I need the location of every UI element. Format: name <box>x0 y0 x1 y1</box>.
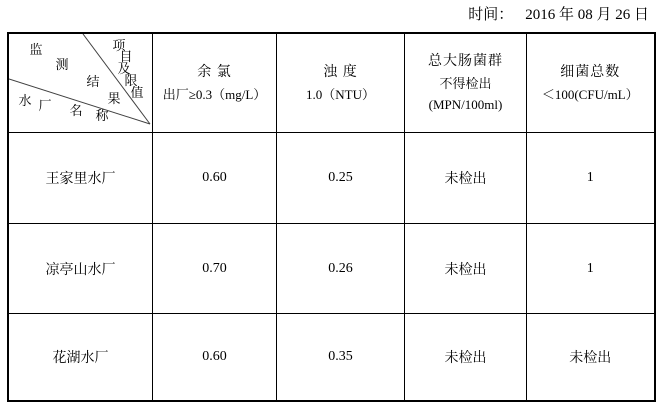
cell-bacteria: 1 <box>527 133 655 224</box>
diag-label-monitor-result-char: 测 <box>55 57 69 72</box>
cell-bacteria: 1 <box>527 224 655 314</box>
cell-chlorine: 0.60 <box>153 133 277 224</box>
col-header-coliform-limit: 不得检出 <box>439 76 492 91</box>
diag-label-plant-name-char: 名 <box>69 103 83 118</box>
diag-label-monitor-result-char: 果 <box>107 91 121 106</box>
cell-bacteria: 未检出 <box>527 314 655 402</box>
report-time-value: 2016 年 08 月 26 日 <box>525 7 649 23</box>
cell-plant-name: 凉亭山水厂 <box>8 224 153 314</box>
cell-coliform: 未检出 <box>405 224 527 314</box>
report-time <box>468 5 649 25</box>
cell-turbidity: 0.35 <box>277 314 405 402</box>
diag-label-plant-name-char: 厂 <box>38 98 52 113</box>
col-header-chlorine <box>153 33 277 133</box>
table-header-row <box>8 33 655 133</box>
cell-turbidity: 0.25 <box>277 133 405 224</box>
col-header-turbidity <box>277 33 405 133</box>
diag-label-monitor-result-char: 结 <box>86 74 100 89</box>
col-header-bacteria-title: 细菌总数 <box>560 64 621 80</box>
cell-coliform: 未检出 <box>405 314 527 402</box>
cell-chlorine: 0.70 <box>153 224 277 314</box>
table-row <box>8 224 655 314</box>
diag-label-project-limit-char: 及 <box>117 61 131 76</box>
col-header-coliform-title: 总大肠菌群 <box>428 54 503 69</box>
table-row <box>8 133 655 224</box>
cell-plant-name: 王家里水厂 <box>8 133 153 224</box>
col-header-coliform-unit: (MPN/100ml) <box>428 97 503 112</box>
diag-label-plant-name-char: 水 <box>18 93 32 108</box>
cell-turbidity: 0.26 <box>277 224 405 314</box>
water-quality-table <box>7 32 656 402</box>
cell-plant-name: 花湖水厂 <box>8 314 153 402</box>
table-row <box>8 314 655 402</box>
diag-label-plant-name-char: 称 <box>95 108 109 123</box>
col-header-turbidity-limit: 1.0（NTU） <box>306 86 375 102</box>
cell-coliform: 未检出 <box>405 133 527 224</box>
col-header-coliform <box>405 33 527 133</box>
diagonal-header-cell <box>8 33 153 133</box>
col-header-turbidity-title: 浊 度 <box>323 64 358 80</box>
diag-label-project-limit-char: 项 <box>112 38 126 53</box>
diag-label-project-limit-char: 限 <box>124 73 138 88</box>
cell-chlorine: 0.60 <box>153 314 277 402</box>
diag-label-project-limit-char: 值 <box>130 85 144 100</box>
col-header-bacteria <box>527 33 655 133</box>
col-header-chlorine-limit: 出厂≥0.3（mg/L） <box>162 86 267 102</box>
diag-label-monitor-result-char: 监 <box>29 42 43 57</box>
report-time-label: 时间： <box>468 7 514 23</box>
col-header-bacteria-limit: ＜100(CFU/mL） <box>541 86 639 102</box>
col-header-chlorine-title: 余 氯 <box>197 64 232 80</box>
diag-label-project-limit-char: 目 <box>119 49 133 64</box>
diagonal-header-box <box>9 34 152 132</box>
